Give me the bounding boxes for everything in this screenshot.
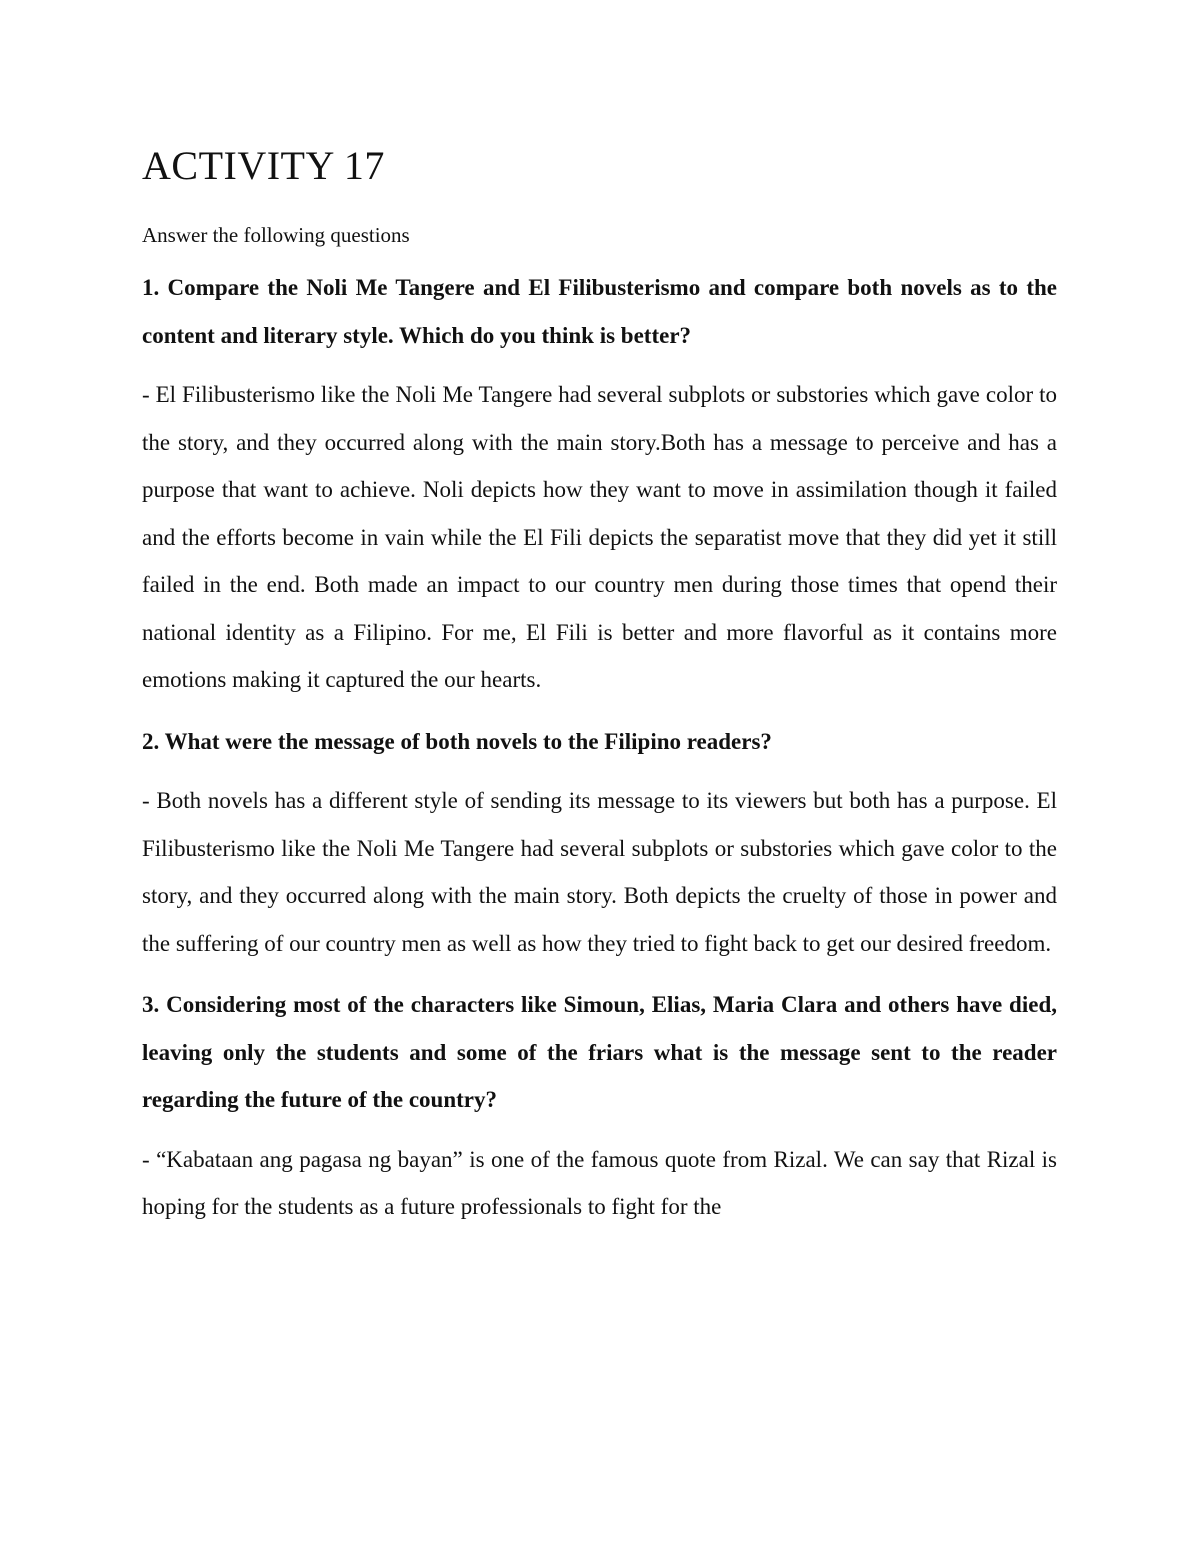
question-text: 2. What were the message of both novels to the Filipino readers? <box>142 728 772 754</box>
page-title: ACTIVITY 17 <box>142 143 385 188</box>
question-block-3 <box>142 981 1057 1231</box>
answer-text: - Both novels has a different style of sending its message to its viewers but both has a purpose. El Filibusterismo like the Noli Me Tangere had several subplots or substories which gave color to the story, and they occurred along with the main story. Both depicts the cruelty of those in power and the suffering of our country men as well as how they tried to fight back to get our desired freedom. <box>142 788 1057 956</box>
question-block-2 <box>142 718 1057 968</box>
answer-text: - “Kabataan ang pagasa ng bayan” is one of the famous quote from Rizal. We can say that Rizal is hoping for the students as a future professionals to fight for the <box>142 1146 1057 1219</box>
instruction-text: Answer the following questions <box>142 223 410 247</box>
question-text: 1. Compare the Noli Me Tangere and El Filibusterismo and compare both novels as to the content and literary style. Which do you think is better? <box>142 275 1057 348</box>
document-page <box>142 138 1057 1231</box>
question-text: 3. Considering most of the characters like Simoun, Elias, Maria Clara and others have died, leaving only the students and some of the friars what is the message sent to the reader regarding the future of the country? <box>142 992 1057 1112</box>
question-block-1 <box>142 264 1057 704</box>
answer-text: - El Filibusterismo like the Noli Me Tangere had several subplots or substories which gave color to the story, and they occurred along with the main story.Both has a message to perceive and has a purpose that want to achieve. Noli depicts how they want to move in assimilation though it failed and the efforts become in vain while the El Fili depicts the separatist move that they did yet it still failed in the end. Both made an impact to our country men during those times that opend their national identity as a Filipino. For me, El Fili is better and more flavorful as it contains more emotions making it captured the our hearts. <box>142 382 1057 692</box>
